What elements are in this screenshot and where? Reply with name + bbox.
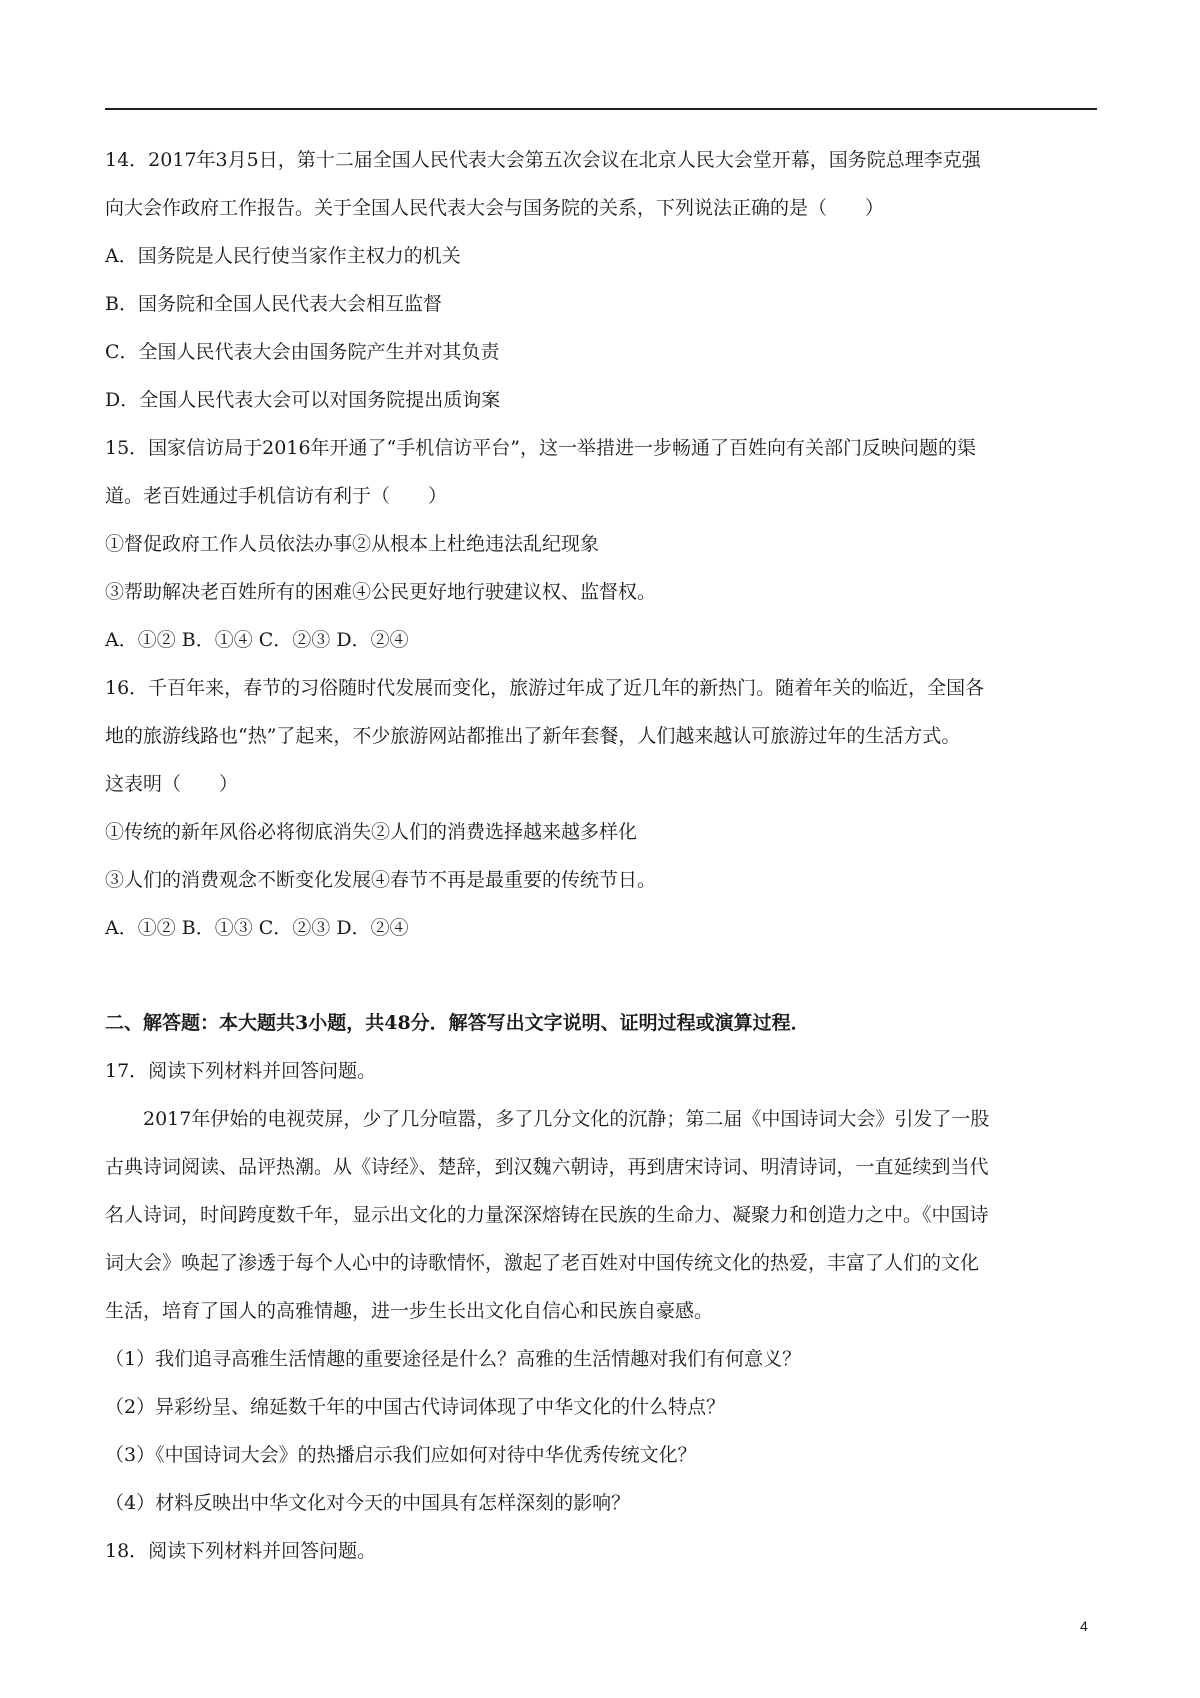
q16-answer-choices: A．①② B．①③ C．②③ D．②④ (105, 917, 409, 939)
page-number: 4 (1080, 1618, 1088, 1634)
q16-items-line-1: ①传统的新年风俗必将彻底消失②人们的消费选择越来越多样化 (105, 821, 638, 843)
section-heading: 二、解答题：本大题共3小题，共48分．解答写出文字说明、证明过程或演算过程． (105, 1012, 810, 1034)
q17-material-line-1: 2017年伊始的电视荧屏，少了几分喧嚣，多了几分文化的沉静；第二届《中国诗词大会》引发了一股 (143, 1108, 990, 1130)
q14-stem-line-2: 向大会作政府工作报告。关于全国人民代表大会与国务院的关系，下列说法正确的是（ ） (105, 197, 885, 219)
q17-question-4: （4）材料反映出中华文化对今天的中国具有怎样深刻的影响？ (105, 1492, 631, 1514)
q17-title: 17．阅读下列材料并回答问题。 (105, 1060, 377, 1082)
q14-option-b: B．国务院和全国人民代表大会相互监督 (105, 293, 442, 315)
section-spacer (105, 952, 1100, 999)
q14-option-c: C．全国人民代表大会由国务院产生并对其负责 (105, 341, 500, 363)
q17-question-2: （2）异彩纷呈、绵延数千年的中国古代诗词体现了中华文化的什么特点？ (105, 1396, 726, 1418)
q15-items-line-2: ③帮助解决老百姓所有的困难④公民更好地行驶建议权、监督权。 (105, 581, 657, 603)
q16-stem-line-1: 16．千百年来，春节的习俗随时代发展而变化，旅游过年成了近几年的新热门。随着年关的临近，全国各 (105, 677, 985, 699)
q17-material-line-5: 生活，培育了国人的高雅情趣，进一步生长出文化自信心和民族自豪感。 (105, 1300, 714, 1322)
q16-stem-line-2: 地的旅游线路也“热”了起来，不少旅游网站都推出了新年套餐，人们越来越认可旅游过年的生活方式。 (105, 725, 961, 747)
q14-option-d: D．全国人民代表大会可以对国务院提出质询案 (105, 389, 501, 411)
document-body (105, 136, 1100, 1575)
q15-stem-line-2: 道。老百姓通过手机信访有利于（ ） (105, 485, 448, 507)
q17-question-1: （1）我们追寻高雅生活情趣的重要途径是什么？高雅的生活情趣对我们有何意义？ (105, 1348, 802, 1370)
q17-material-line-3: 名人诗词，时间跨度数千年，显示出文化的力量深深熔铸在民族的生命力、凝聚力和创造力之中。《中国诗 (105, 1204, 989, 1226)
q15-items-line-1: ①督促政府工作人员依法办事②从根本上杜绝违法乱纪现象 (105, 533, 600, 555)
q16-items-line-2: ③人们的消费观念不断变化发展④春节不再是最重要的传统节日。 (105, 869, 657, 891)
header-rule (105, 108, 1097, 110)
q18-title: 18．阅读下列材料并回答问题。 (105, 1540, 377, 1562)
q17-material-line-2: 古典诗词阅读、品评热潮。从《诗经》、楚辞，到汉魏六朝诗，再到唐宋诗词、明清诗词，一直延续到当代 (105, 1156, 989, 1178)
q17-question-3: （3）《中国诗词大会》的热播启示我们应如何对待中华优秀传统文化？ (105, 1444, 697, 1466)
q15-stem-line-1: 15．国家信访局于2016年开通了“手机信访平台”，这一举措进一步畅通了百姓向有关部门反映问题的渠 (105, 437, 976, 459)
q17-material-line-4: 词大会》唤起了渗透于每个人心中的诗歌情怀，激起了老百姓对中国传统文化的热爱，丰富了人们的文化 (105, 1252, 980, 1274)
q15-answer-choices: A．①② B．①④ C．②③ D．②④ (105, 629, 409, 651)
q16-stem-line-3: 这表明（ ） (105, 773, 239, 795)
q14-stem-line-1: 14．2017年3月5日，第十二届全国人民代表大会第五次会议在北京人民大会堂开幕，国务院总理李克强 (105, 149, 981, 171)
q14-option-a: A．国务院是人民行使当家作主权力的机关 (105, 245, 461, 267)
